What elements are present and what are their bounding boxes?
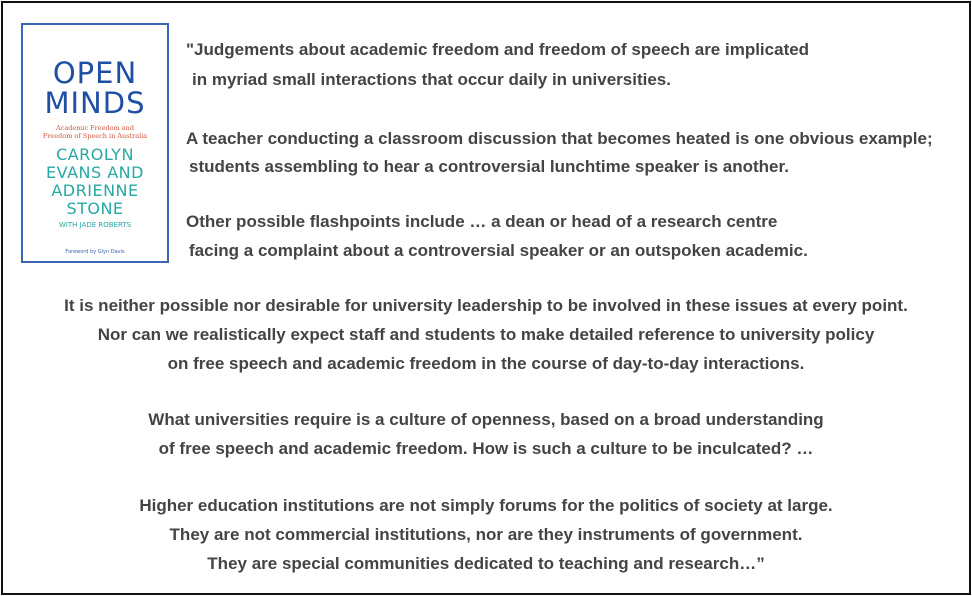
quote-line: in myriad small interactions that occur daily in universities.	[192, 70, 671, 89]
quote-line: What universities require is a culture of openness, based on a broad understanding	[148, 410, 824, 429]
quote-line: They are special communities dedicated to teaching and research…”	[207, 554, 765, 573]
quote-line: Higher education institutions are not simply forums for the politics of society at large.	[139, 496, 833, 515]
quote-line: They are not commercial institutions, nor are they instruments of government.	[169, 525, 803, 544]
book-subtitle: Academic Freedom and Freedom of Speech in Australia	[42, 124, 148, 140]
quote-line: facing a complaint about a controversial speaker or an outspoken academic.	[189, 241, 808, 260]
quote-line: students assembling to hear a controversial lunchtime speaker is another.	[189, 157, 789, 176]
book-authors: CAROLYN EVANS AND ADRIENNE STONE	[46, 145, 144, 218]
book-with-line: WITH JADE ROBERTS	[58, 221, 132, 229]
book-cover	[21, 23, 169, 263]
quote-line: A teacher conducting a classroom discussion that becomes heated is one obvious example;	[186, 129, 933, 148]
quote-line: on free speech and academic freedom in the course of day-to-day interactions.	[167, 354, 805, 373]
quote-line: "Judgements about academic freedom and freedom of speech are implicated	[186, 40, 810, 59]
quote-line: It is neither possible nor desirable for university leadership to be involved in these issues at every point.	[64, 296, 908, 315]
book-title: OPEN MINDS	[44, 56, 146, 120]
quote-line: Other possible flashpoints include … a dean or head of a research centre	[186, 212, 778, 231]
book-foreword: Foreword by Glyn Davis	[65, 249, 125, 255]
quote-frame	[1, 1, 971, 595]
quote-line: Nor can we realistically expect staff and students to make detailed reference to university policy	[97, 325, 875, 344]
quote-line: of free speech and academic freedom. How is such a culture to be inculcated? …	[158, 439, 814, 458]
